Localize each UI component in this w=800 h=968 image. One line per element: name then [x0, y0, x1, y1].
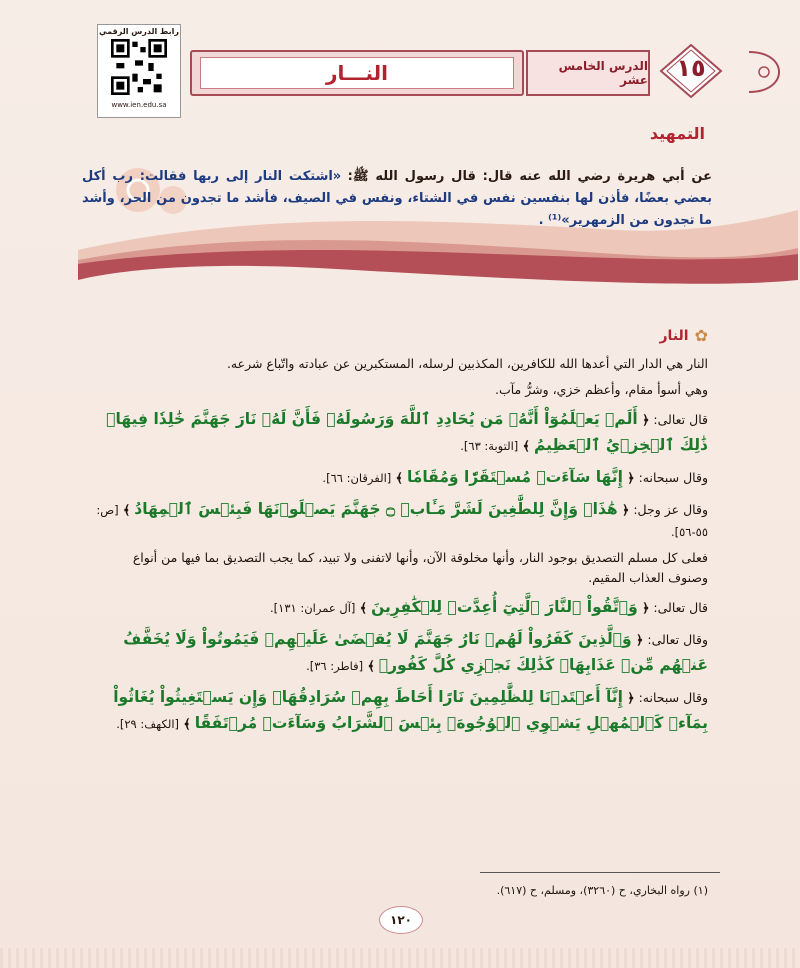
verse-intro: وقال تعالى: — [647, 632, 708, 647]
footnote: (١) رواه البخاري، ح (٣٢٦٠)، ومسلم، ح (٦١٧). — [496, 884, 708, 897]
verse-intro: وقال عز وجل: — [633, 502, 708, 517]
paragraph: وهي أسوأ مقام، وأعظم خزي، وشرُّ مآب. — [494, 382, 708, 397]
bracket-close-icon: ﴾ — [118, 502, 131, 517]
paragraph: فعلى كل مسلم التصديق بوجود النار، وأنها مخلوقة الآن، وأنها لاتفنى ولا تبيد، كما يجب التصديق بما فيها من أنواع وصنوف العذاب المقيم. — [132, 550, 708, 585]
lesson-number: ١٥ — [676, 54, 706, 82]
bracket-close-icon: ﴾ — [363, 658, 375, 673]
verse-text: وَٱتَّقُواْ ٱلنَّارَ ٱلَّتِيٓ أُعِدَّتۡ لِلۡكَٰفِرِينَ — [371, 598, 638, 616]
lesson-number-badge — [658, 44, 724, 98]
intro-heading: التمهيد — [649, 124, 705, 143]
verse-text: هَٰذَاۚ وَإِنَّ لِلطَّٰغِينَ لَشَرَّ مَـَٔابٖ ۝ جَهَنَّمَ يَصۡلَوۡنَهَا فَبِئۡسَ ٱلۡمِهَادُ — [134, 500, 618, 518]
verse-intro: وقال سبحانه: — [638, 470, 708, 485]
intro-text — [82, 166, 712, 232]
verse-intro: قال تعالى: — [653, 412, 708, 427]
page-number: ١٢٠ — [379, 906, 423, 934]
verse-intro: قال تعالى: — [653, 600, 708, 615]
verse-reference: [ص: ٥٥-٥٦]. — [96, 503, 708, 539]
bottom-pattern — [0, 948, 800, 968]
flower-icon: ✿ — [694, 326, 708, 345]
lesson-header — [190, 44, 785, 98]
bracket-open-icon: ﴿ — [631, 632, 644, 647]
verse-reference: [آل عمران: ١٣١]. — [270, 601, 356, 615]
paragraph: النار هي الدار التي أعدها الله للكافرين، المكذبين لرسله، المستكبرين عن عبادته واتّباع شرعه. — [226, 356, 708, 371]
verse-block — [90, 496, 708, 542]
verse-text: إِنَّهَا سَآءَتۡ مُسۡتَقَرّٗا وَمُقَامٗا — [406, 468, 623, 486]
verse-reference: [التوبة: ٦٣]. — [460, 439, 519, 453]
ornament-icon — [744, 48, 784, 96]
verse-text: إِنَّآ أَعۡتَدۡنَا لِلظَّٰلِمِينَ نَارًا أَحَاطَ بِهِمۡ سُرَادِقُهَاۚ وَإِن يَسۡتَغِيثُواْ يُغَاثُواْ بِمَآءٖ كَٱلۡمُهۡلِ يَشۡوِي ٱلۡوُجُوهَۚ بِئۡسَ ٱلشَّرَابُ وَسَآءَتۡ مُرۡتَفَقًا — [113, 688, 708, 732]
verse-intro: وقال سبحانه: — [638, 690, 708, 705]
verse-block — [90, 626, 708, 678]
verse-text: وَٱلَّذِينَ كَفَرُواْ لَهُمۡ نَارُ جَهَنَّمَ لَا يُقۡضَىٰ عَلَيۡهِمۡ فَيَمُوتُواْ وَلَا يُخَفَّفُ عَنۡهُم مِّنۡ عَذَابِهَاۚ كَذَٰلِكَ نَجۡزِي كُلَّ كَفُورٖ — [123, 630, 708, 674]
lesson-title: النـــار — [200, 57, 514, 89]
qr-title: رابط الدرس الرقمي — [99, 27, 179, 36]
section-heading — [660, 326, 709, 345]
title-frame — [190, 50, 524, 96]
bracket-open-icon: ﴿ — [622, 690, 635, 705]
verse-text: أَلَمۡ يَعۡلَمُوٓاْ أَنَّهُۥ مَن يُحَادِدِ ٱللَّهَ وَرَسُولَهُۥ فَأَنَّ لَهُۥ نَارَ جَهَنَّمَ خَٰلِدٗا فِيهَاۚ ذَٰلِكَ ٱلۡخِزۡيُ ٱلۡعَظِيمُ — [106, 410, 708, 454]
verse-reference: [الفرقان: ٦٦]. — [322, 471, 392, 485]
verse-block — [90, 684, 708, 736]
bracket-open-icon: ﴿ — [617, 502, 630, 517]
qr-code-panel[interactable] — [97, 24, 181, 118]
bracket-open-icon: ﴿ — [637, 412, 650, 427]
bracket-close-icon: ﴾ — [355, 600, 368, 615]
bracket-open-icon: ﴿ — [622, 470, 635, 485]
lesson-body — [90, 354, 708, 742]
lesson-label: الدرس الخامس عشر — [526, 50, 650, 96]
hadith-text: «اشتكت النار إلى ربها فقالت: رب أكل بعضي بعضًا، فأذن لها بنفسين نفس في الشتاء، ونفس في الصيف، فأشد ما تجدون من الحر، وأشد ما تجدون من الزمهرير»⁽¹⁾ . — [82, 169, 712, 228]
hadith-narrator: عن أبي هريرة رضي الله عنه قال: قال رسول الله ﷺ: — [347, 169, 712, 184]
bracket-close-icon: ﴾ — [518, 438, 530, 453]
verse-reference: [الكهف: ٢٩]. — [116, 717, 180, 731]
bracket-open-icon: ﴿ — [637, 600, 650, 615]
verse-block — [90, 464, 708, 490]
verse-block — [90, 406, 708, 458]
verse-reference: [فاطر: ٣٦]. — [306, 659, 364, 673]
bracket-close-icon: ﴾ — [391, 470, 403, 485]
verse-block — [90, 594, 708, 620]
qr-code-icon — [111, 39, 167, 95]
qr-url[interactable]: www.ien.edu.sa — [111, 101, 167, 109]
bracket-close-icon: ﴾ — [179, 716, 191, 731]
section-heading-text: النار — [659, 327, 689, 344]
footnote-divider — [480, 872, 720, 873]
